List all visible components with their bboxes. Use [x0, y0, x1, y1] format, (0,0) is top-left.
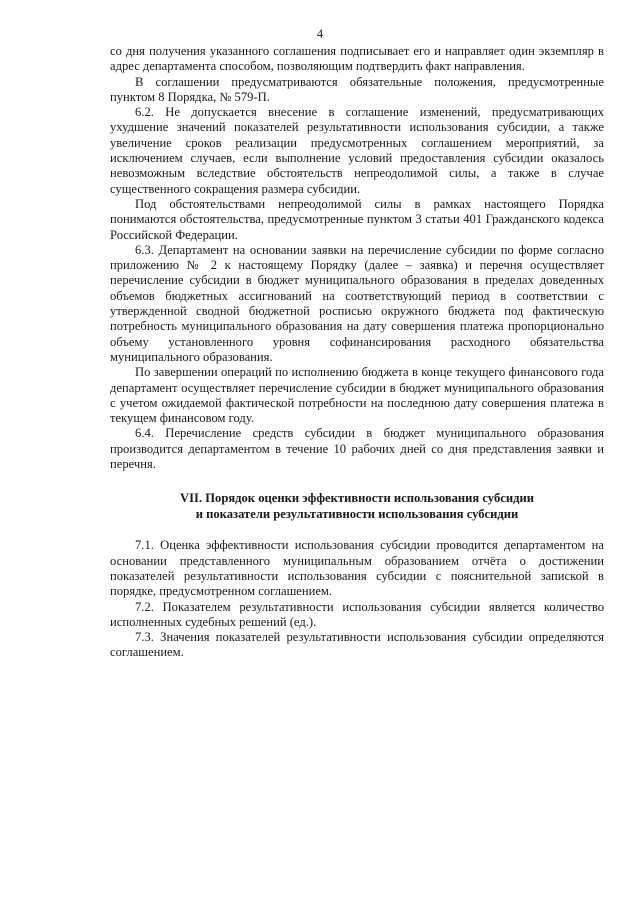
paragraph: Под обстоятельствами непреодолимой силы в рамках настоящего Порядка понимаются обстоятельства, предусмотренные пунктом 3 статьи 401 Гражданского кодекса Российской Федерации. — [110, 196, 604, 242]
paragraph: По завершении операций по исполнению бюджета в конце текущего финансового года департамент осуществляет перечисление субсидии в бюджет муниципального образования с учетом ожидаемой фактической потребности на последнюю дату совершения платежа в текущем финансовом году. — [110, 365, 604, 426]
paragraph-7-1: 7.1. Оценка эффективности использования субсидии проводится департаментом на основании представленного муниципальным образованием отчёта о достижении показателей результативности использования субсидии с пояснительной запиской в порядке, предусмотренном соглашением. — [110, 538, 604, 599]
paragraph: со дня получения указанного соглашения подписывает его и направляет один экземпляр в адрес департамента способом, позволяющим подтвердить факт направления. — [110, 44, 604, 74]
paragraph-6-3: 6.3. Департамент на основании заявки на перечисление субсидии по форме согласно приложению № 2 к настоящему Порядку (далее – заявка) и перечня осуществляет перечисление субсидии в бюджет муниципального образования в пределах доведенных объемов бюджетных ассигнований на соответствующий период в соответствии с утвержденной сводной бюджетной росписью окружного бюджета под фактическую потребность муниципального образования на дату совершения платежа пропорционально объему установленного уровня софинансирования расходного обязательства муниципального образования. — [110, 242, 604, 364]
document-body — [110, 44, 604, 661]
paragraph-7-2: 7.2. Показателем результативности использования субсидии является количество исполненных судебных решений (ед.). — [110, 599, 604, 629]
paragraph: В соглашении предусматриваются обязательные положения, предусмотренные пунктом 8 Порядка, № 579-П. — [110, 74, 604, 104]
page-number: 4 — [316, 27, 324, 41]
paragraph-6-4: 6.4. Перечисление средств субсидии в бюджет муниципального образования производится департаментом в течение 10 рабочих дней со дня представления заявки и перечня. — [110, 426, 604, 472]
paragraph-6-2: 6.2. Не допускается внесение в соглашение изменений, предусматривающих ухудшение значений показателей результативности использования субсидии, а также увеличение сроков реализации предусмотренных соглашением мероприятий, за исключением случаев, если выполнение условий предоставления субсидии оказалось невозможным вследствие обстоятельств непреодолимой силы, а также в случае существенного сокращения размера субсидии. — [110, 105, 604, 196]
paragraph-7-3: 7.3. Значения показателей результативности использования субсидии определяются соглашением. — [110, 630, 604, 660]
section-heading — [110, 490, 604, 522]
section-heading-line-2: и показатели результативности использования субсидии — [195, 507, 519, 522]
section-heading-line-1: VII. Порядок оценки эффективности использования субсидии — [180, 491, 534, 506]
